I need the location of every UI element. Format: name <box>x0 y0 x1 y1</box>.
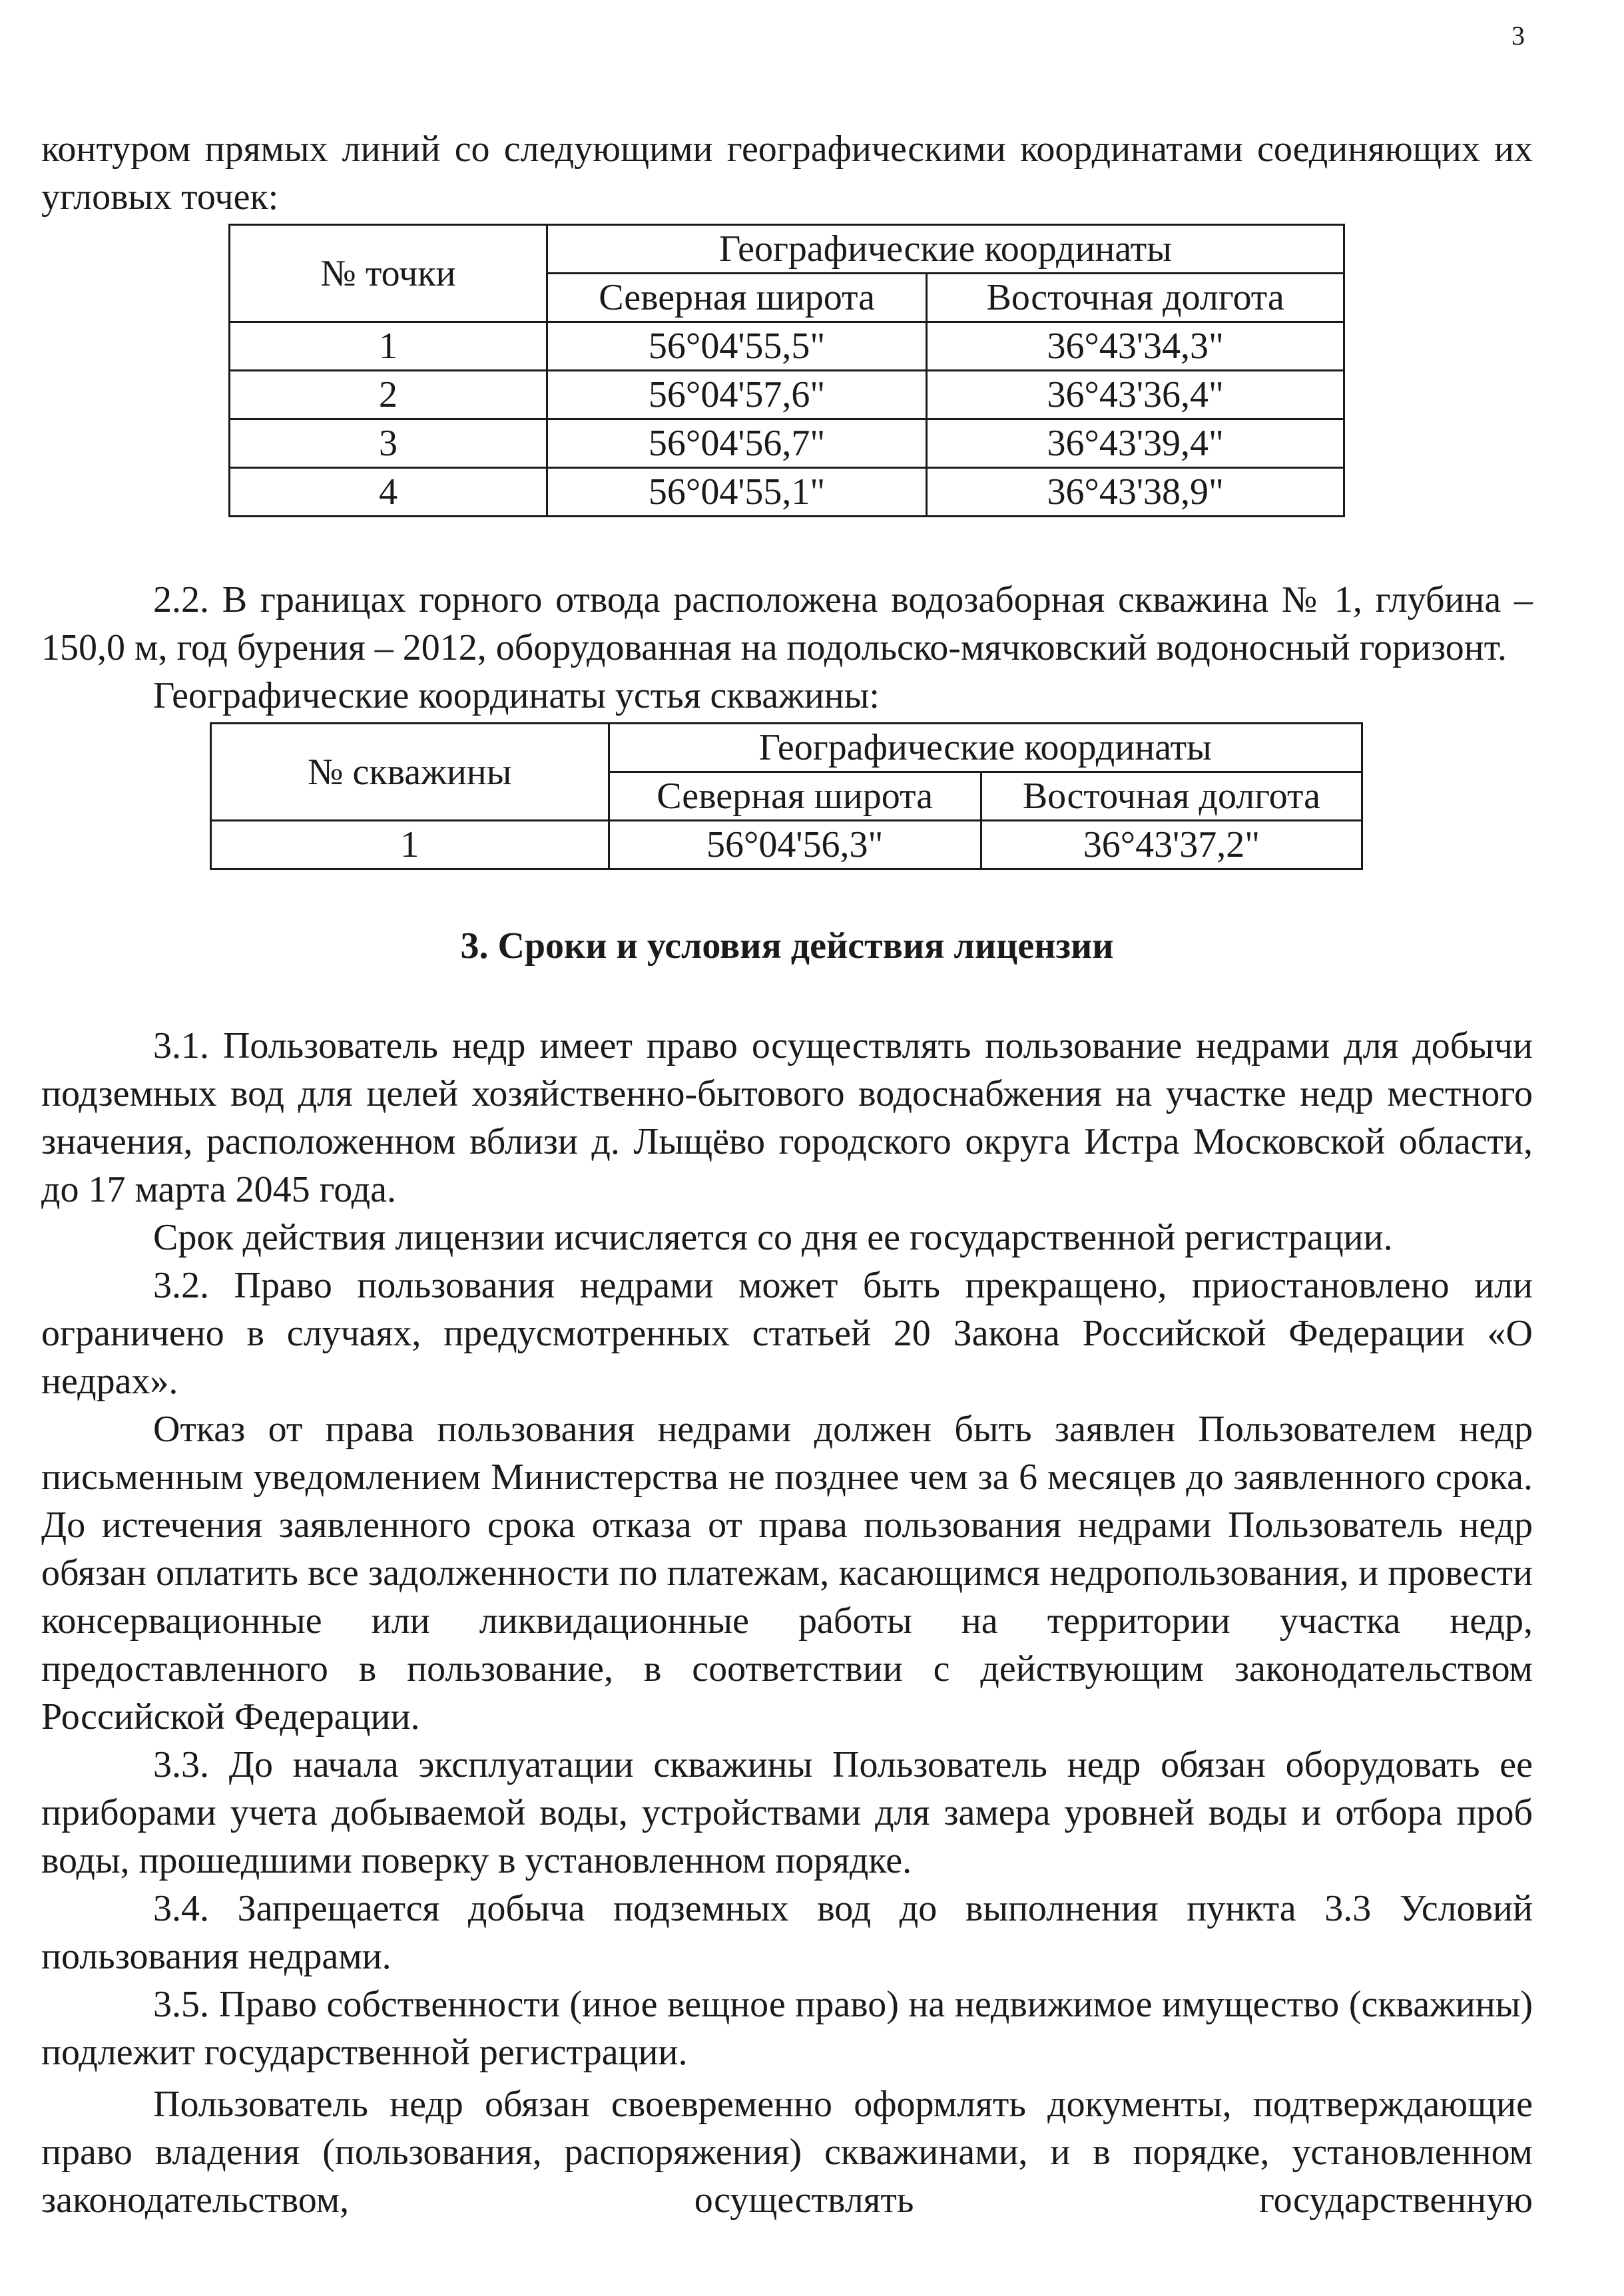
header-latitude: Северная широта <box>547 274 926 322</box>
table-row <box>230 371 1344 419</box>
wellhead-intro: Географические координаты устья скважины: <box>153 675 880 716</box>
well-latitude: 56°04'56,3" <box>609 821 981 869</box>
paragraph-refusal: Отказ от права пользования недрами должен быть заявлен Пользователем недр письменным уведомлением Министерства не позднее чем за 6 месяцев до заявленного срока. До истечения заявленного срока отказа от права пользования недрами Пользователь недр обязан оплатить все задолженности по платежам, касающимся недропользования, и провести консервационные или ликвидационные работы на территории участка недр, предоставленного в пользование, в соответствии с действующим законодательством Российской Федерации. <box>41 1409 1533 1737</box>
well-longitude: 36°43'37,2" <box>981 821 1362 869</box>
intro-paragraph: контуром прямых линий со следующими географическими координатами соединяющих их угловых точек: <box>41 128 1533 218</box>
point-number: 4 <box>230 468 547 517</box>
page-number: 3 <box>1511 21 1525 51</box>
point-longitude: 36°43'36,4" <box>927 371 1344 419</box>
point-latitude: 56°04'57,6" <box>547 371 926 419</box>
point-latitude: 56°04'56,7" <box>547 419 926 468</box>
table-row <box>211 821 1362 869</box>
point-latitude: 56°04'55,1" <box>547 468 926 517</box>
paragraph-3-2: 3.2. Право пользования недрами может быть прекращено, приостановлено или ограничено в случаях, предусмотренных статьей 20 Закона Российской Федерации «О недрах». <box>41 1265 1533 1402</box>
point-latitude: 56°04'55,5" <box>547 322 926 371</box>
header-geo-coords: Географические координаты <box>609 724 1362 772</box>
well-number: 1 <box>211 821 609 869</box>
paragraph-3-3: 3.3. До начала эксплуатации скважины Пользователь недр обязан оборудовать ее приборами учета добываемой воды, устройствами для замера уровней воды и отбора проб воды, прошедшими поверку в установленном порядке. <box>41 1744 1533 1881</box>
paragraph-3-1: 3.1. Пользователь недр имеет право осуществлять пользование недрами для добычи подземных вод для целей хозяйственно-бытового водоснабжения на участке недр местного значения, расположенном вблизи д. Лыщёво городского округа Истра Московской области, до 17 марта 2045 года. <box>41 1025 1533 1210</box>
point-number: 3 <box>230 419 547 468</box>
header-well-number: № скважины <box>211 724 609 821</box>
paragraph-term: Срок действия лицензии исчисляется со дня ее государственной регистрации. <box>153 1217 1393 1258</box>
paragraph-3-4: 3.4. Запрещается добыча подземных вод до выполнения пункта 3.3 Условий пользования недрами. <box>41 1888 1533 1977</box>
table-header-row <box>230 225 1344 274</box>
section-3-heading: 3. Сроки и условия действия лицензии <box>460 925 1114 967</box>
paragraph-2-2: 2.2. В границах горного отвода расположена водозаборная скважина № 1, глубина – 150,0 м, год бурения – 2012, оборудованная на подольско-мячковский водоносный горизонт. <box>41 579 1533 668</box>
point-longitude: 36°43'39,4" <box>927 419 1344 468</box>
table-row <box>230 322 1344 371</box>
header-point-number: № точки <box>230 225 547 322</box>
header-longitude: Восточная долгота <box>927 274 1344 322</box>
corner-points-table <box>228 224 1345 517</box>
table-row <box>230 468 1344 517</box>
point-number: 1 <box>230 322 547 371</box>
table-header-row <box>211 724 1362 772</box>
table-row <box>230 419 1344 468</box>
point-longitude: 36°43'34,3" <box>927 322 1344 371</box>
point-longitude: 36°43'38,9" <box>927 468 1344 517</box>
point-number: 2 <box>230 371 547 419</box>
paragraph-documents: Пользователь недр обязан своевременно оформлять документы, подтверждающие право владения (пользования, распоряжения) скважинами, и в порядке, установленном законодательством, осуществлять государственную <box>41 2084 1533 2221</box>
header-longitude: Восточная долгота <box>981 772 1362 821</box>
header-latitude: Северная широта <box>609 772 981 821</box>
paragraph-3-5: 3.5. Право собственности (иное вещное право) на недвижимое имущество (скважины) подлежит государственной регистрации. <box>41 1984 1533 2073</box>
wellhead-coords-table <box>210 722 1363 870</box>
document-body <box>41 125 1533 2224</box>
header-geo-coords: Географические координаты <box>547 225 1344 274</box>
